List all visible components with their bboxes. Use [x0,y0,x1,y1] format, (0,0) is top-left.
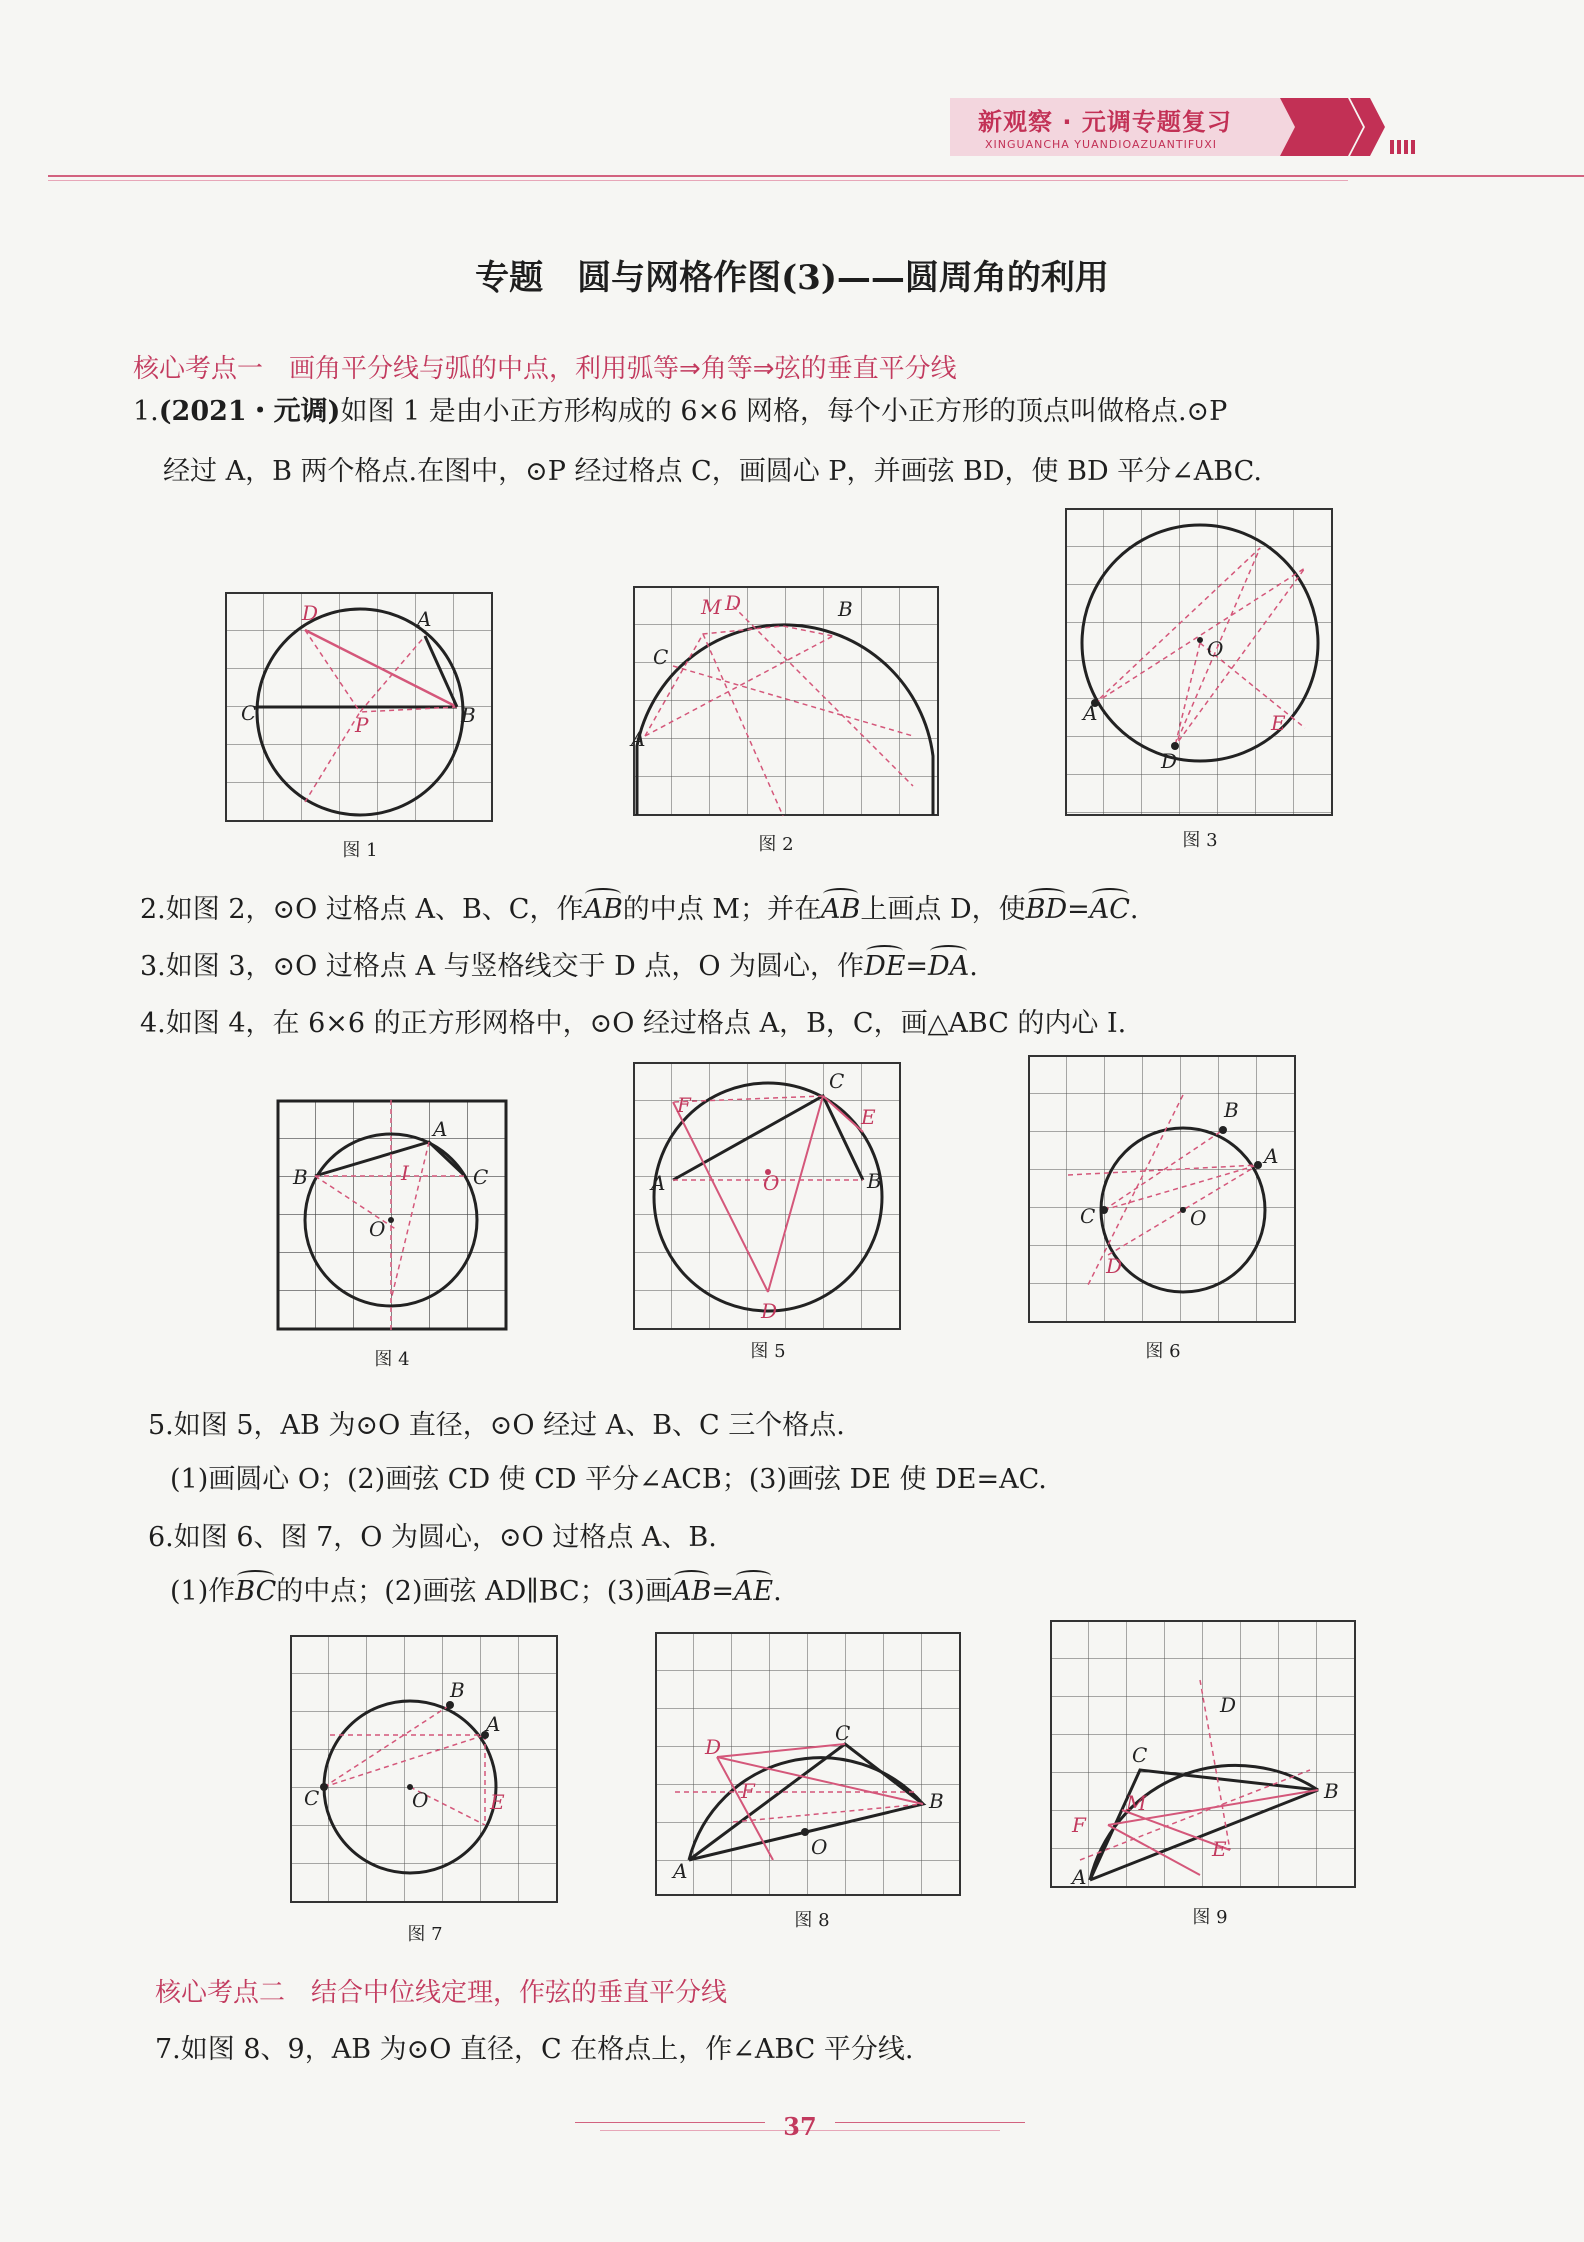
figure-5-caption: 图 5 [750,1341,786,1362]
arc-ab: AB [583,894,623,925]
figure-2-label: C [653,645,669,669]
header-title: 新观察 · 元调专题复习 [978,108,1232,136]
q6-text-b: 的中点；(2)画弦 AD∥BC；(3)画 [276,1576,672,1607]
figure-7 [290,1635,560,1905]
figure-9 [1050,1620,1358,1890]
figure-7-label: C [304,1786,320,1810]
q2-text-c: 上画点 D，使 [860,894,1026,925]
figure-3-label: D [1161,749,1178,773]
section-heading-1: 核心考点一 画角平分线与弧的中点，利用弧等⇒角等⇒弦的垂直平分线 [133,354,957,384]
q2-end: . [1129,894,1139,925]
figure-8-label: A [673,1859,688,1883]
question-1-line-1 [133,392,1227,432]
figure-5-label: F [677,1093,691,1117]
figure-3 [1065,508,1335,818]
figure-8-label: B [929,1789,944,1813]
section-heading-2: 核心考点二 结合中位线定理，作弦的垂直平分线 [155,1978,728,2008]
figure-9-label: B [1324,1779,1339,1803]
figure-8 [655,1632,963,1898]
figure-9-label: D [1220,1693,1237,1717]
figure-7-label: A [486,1712,501,1736]
figure-6-label: B [1224,1098,1239,1122]
question-6-line-2 [170,1572,782,1612]
figure-7-label: O [412,1788,429,1812]
figure-6 [1028,1055,1298,1325]
figure-3-label: A [1083,701,1098,725]
figure-9-label: A [1072,1865,1087,1889]
arc-ab: AB [671,1576,712,1607]
footer-rule-left [575,2122,765,2123]
figure-8-label: F [741,1779,755,1803]
arc-da: DA [928,951,970,982]
question-text: 如图 1 是由小正方形构成的 6×6 网格，每个小正方形的顶点叫做格点.⊙P [340,396,1228,427]
figure-9-label: E [1212,1837,1227,1861]
figure-4-label: C [473,1165,489,1189]
question-5-line-1: 5.如图 5，AB 为⊙O 直径，⊙O 经过 A、B、C 三个格点. [148,1410,845,1441]
figure-6-label: D [1106,1254,1123,1278]
figure-5-label: B [867,1169,882,1193]
question-4: 4.如图 4，在 6×6 的正方形网格中，⊙O 经过格点 A，B，C，画△ABC 的内心 I. [140,1008,1127,1039]
figure-4-label: A [433,1117,448,1141]
question-2 [140,890,1139,930]
figure-5-label: C [829,1069,845,1093]
figure-5-label: A [651,1171,666,1195]
q6-end: . [773,1576,782,1607]
figure-6-caption: 图 6 [1145,1341,1181,1362]
figure-1 [225,592,495,824]
figure-8-caption: 图 8 [794,1910,830,1931]
arc-bc: BC [235,1576,277,1607]
figure-1-label: A [417,607,432,631]
arc-bd: BD [1025,894,1068,925]
figure-1-label: D [302,601,319,625]
figure-1-label: C [241,701,257,725]
figure-2-label: B [838,597,853,621]
footer-rule-right [835,2122,1025,2123]
q6-equals: = [711,1576,734,1607]
q2-text-b: 的中点 M；并在 [622,894,822,925]
figure-7-label: B [450,1678,465,1702]
q6-text-a: (1)作 [170,1576,236,1607]
question-3 [140,947,978,987]
header-subtitle: XINGUANCHA YUANDIOAZUANTIFUXI [985,138,1218,151]
q2-text-a: 2.如图 2，⊙O 过格点 A、B、C，作 [140,894,584,925]
page-title: 专题 圆与网格作图(3)——圆周角的利用 [475,258,1109,298]
figure-2-label: A [631,727,646,751]
figure-4-label: O [369,1217,386,1241]
figure-5 [633,1062,903,1332]
figure-3-label: O [1207,637,1224,661]
figure-5-label: D [761,1299,778,1323]
figure-1-label: P [355,713,369,737]
arc-ae: AE [733,1576,774,1607]
arc-ab: AB [821,894,861,925]
figure-5-label: O [763,1171,780,1195]
figure-2-caption: 图 2 [758,834,794,855]
q3-text-a: 3.如图 3，⊙O 过格点 A 与竖格线交于 D 点，O 为圆心，作 [140,951,865,982]
figure-8-label: O [811,1835,828,1859]
figure-4-label: I [401,1161,409,1185]
q3-equals: = [905,951,929,982]
q2-equals: = [1067,894,1090,925]
figure-2-label: D [725,591,742,615]
question-tag: (2021・元调) [158,396,341,427]
figure-2 [633,586,941,818]
figure-9-caption: 图 9 [1192,1907,1228,1928]
question-1-line-2: 经过 A，B 两个格点.在图中，⊙P 经过格点 C，画圆心 P，并画弦 BD，使 BD 平分∠ABC. [163,456,1262,487]
q3-end: . [969,951,978,982]
question-5-line-2: (1)画圆心 O；(2)画弦 CD 使 CD 平分∠ACB；(3)画弦 DE 使 DE=AC. [170,1464,1047,1495]
figure-6-label: O [1190,1206,1207,1230]
figure-9-label: C [1132,1743,1148,1767]
figure-1-caption: 图 1 [342,840,378,861]
figure-5-label: E [861,1105,876,1129]
question-7: 7.如图 8、9，AB 为⊙O 直径，C 在格点上，作∠ABC 平分线. [155,2034,914,2065]
header-rule [48,175,1584,177]
header-rule-thin [48,180,1348,181]
figure-4 [277,1100,509,1332]
arc-ac: AC [1089,894,1130,925]
figure-1-label: B [461,703,476,727]
figure-6-label: C [1080,1204,1096,1228]
figure-7-label: E [490,1790,505,1814]
question-number: 1. [133,396,159,427]
figure-4-label: B [293,1165,308,1189]
question-6-line-1: 6.如图 6、图 7，O 为圆心，⊙O 过格点 A、B. [148,1522,717,1553]
figure-3-caption: 图 3 [1182,830,1218,851]
figure-4-caption: 图 4 [374,1349,410,1370]
figure-9-label: M [1126,1791,1147,1815]
page-number: 37 [783,2112,817,2141]
figure-9-label: F [1072,1813,1086,1837]
figure-3-label: E [1271,711,1286,735]
figure-8-label: D [705,1735,722,1759]
figure-8-label: C [835,1721,851,1745]
figure-2-label: M [701,595,722,619]
arc-de: DE [864,951,906,982]
figure-6-label: A [1264,1144,1279,1168]
figure-7-caption: 图 7 [407,1924,443,1945]
